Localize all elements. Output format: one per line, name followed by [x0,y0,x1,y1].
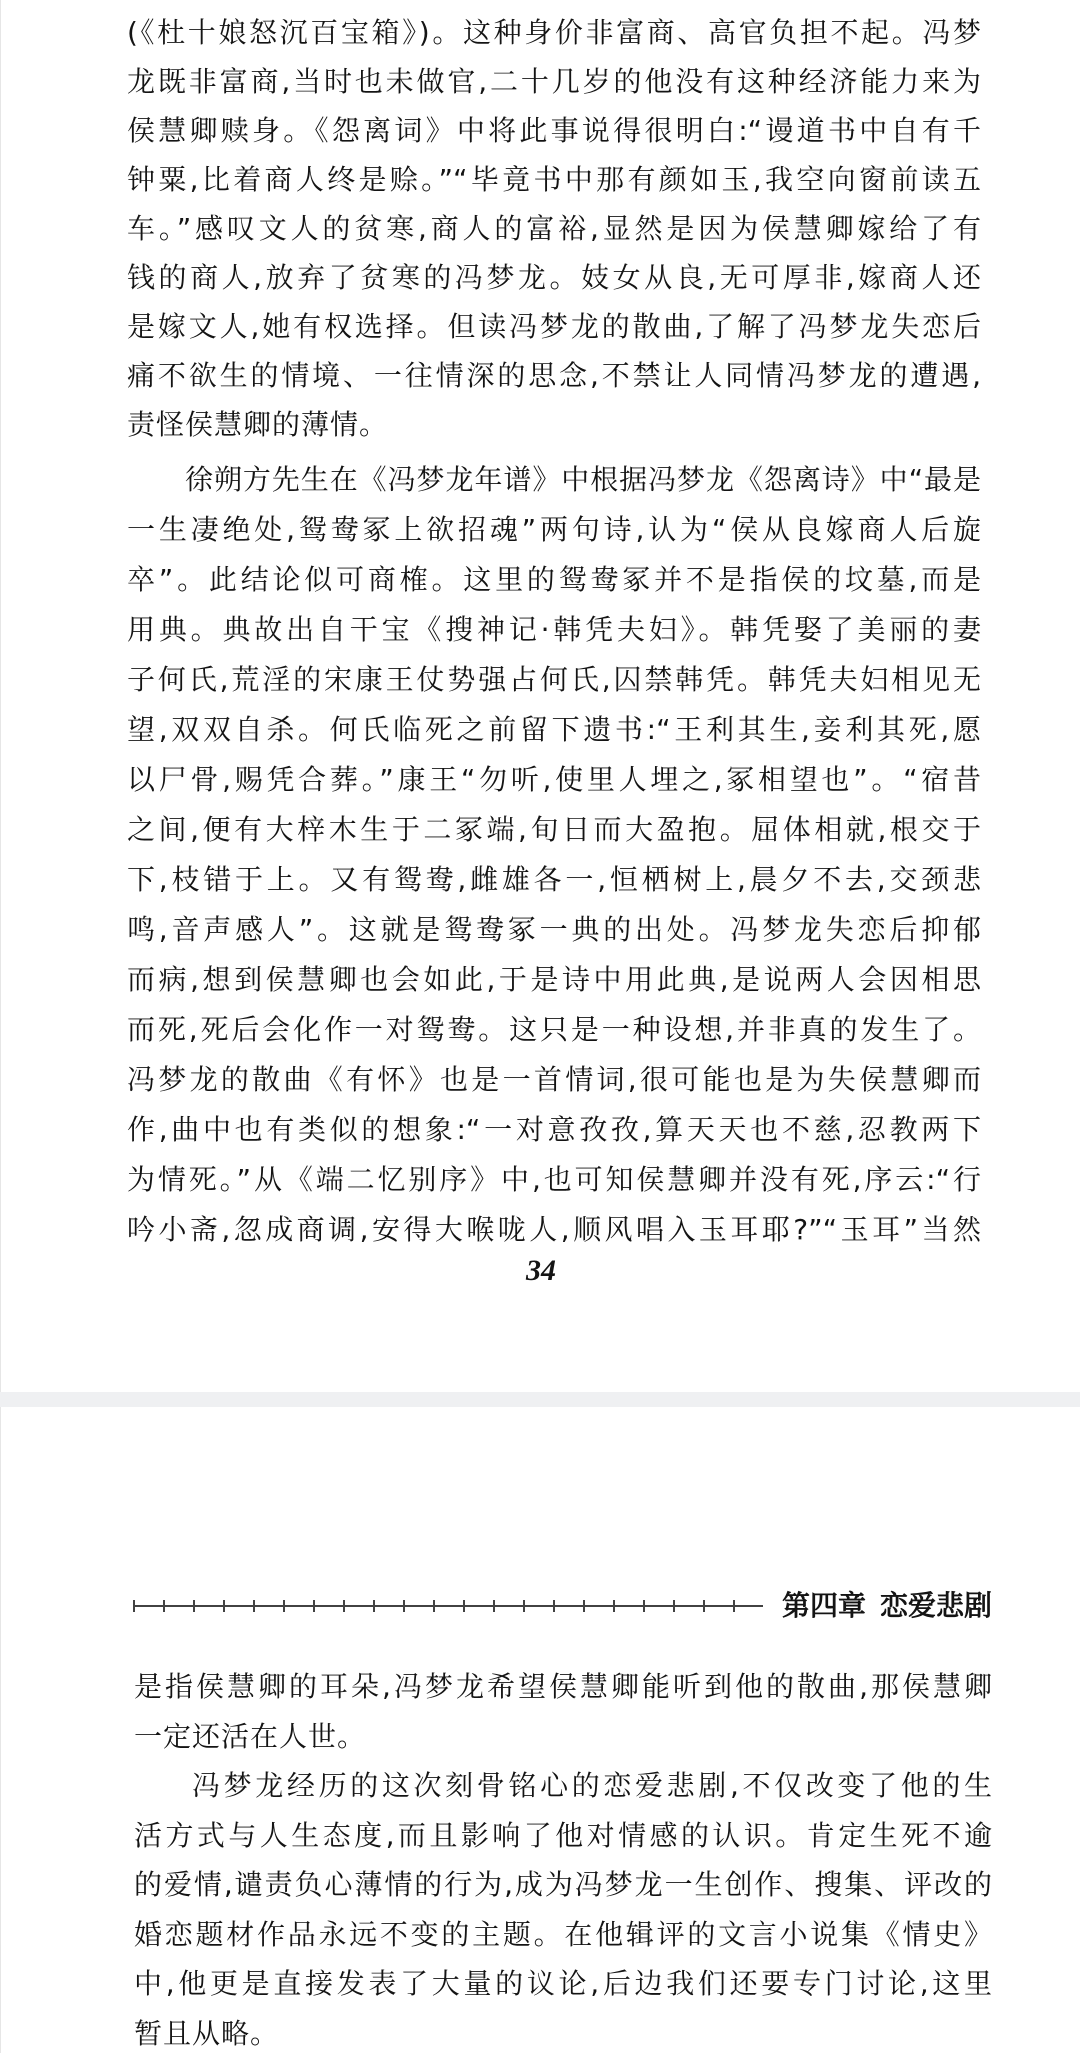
text-line: 中,他更是直接发表了大量的议论,后边我们还要专门讨论,这里 [134,1967,992,2000]
text-line: 龙既非富商,当时也未做官,二十几岁的他没有这种经济能力来为 [127,65,981,98]
text-line: 之间,便有大梓木生于二冢端,旬日而大盈抱。屈体相就,根交于 [127,813,981,846]
text-line: 而死,死后会化作一对鸳鸯。这只是一种设想,并非真的发生了。 [127,1013,981,1046]
text-line: 吟小斋,忽成商调,安得大喉咙人,顺风唱入玉耳耶?”“玉耳”当然 [127,1213,981,1246]
text-line: 用典。典故出自干宝《搜神记·韩凭夫妇》。韩凭娶了美丽的妻 [127,613,981,646]
chapter-title: 恋爱悲剧 [879,1589,992,1622]
text-line: 一定还活在人世。 [134,1719,367,1753]
text-line: 而病,想到侯慧卿也会如此,于是诗中用此典,是说两人会因相思 [127,963,981,996]
chapter-number: 第四章 [782,1589,867,1622]
text-line: 是指侯慧卿的耳朵,冯梦龙希望侯慧卿能听到他的散曲,那侯慧卿 [134,1670,992,1703]
text-line: 钟粟,比着商人终是赊。”“毕竟书中那有颜如玉,我空向窗前读五 [127,163,981,196]
text-line: 钱的商人,放弃了贫寒的冯梦龙。妓女从良,无可厚非,嫁商人还 [127,261,981,294]
text-line: (《杜十娘怒沉百宝箱》)。这种身价非富商、高官负担不起。冯梦 [127,16,981,49]
running-header [782,1584,992,1624]
text-line: 是嫁文人,她有权选择。但读冯梦龙的散曲,了解了冯梦龙失恋后 [127,310,981,343]
text-line: 车。”感叹文人的贫寒,商人的富裕,显然是因为侯慧卿嫁给了有 [127,212,981,245]
text-line: 暂且从略。 [134,2016,280,2050]
text-line: 下,枝错于上。又有鸳鸯,雌雄各一,恒栖树上,晨夕不去,交颈悲 [127,863,981,896]
text-line: 子何氏,荒淫的宋康王仗势强占何氏,囚禁韩凭。韩凭夫妇相见无 [127,663,981,696]
text-line: 痛不欲生的情境、一往情深的思念,不禁让人同情冯梦龙的遭遇, [127,359,981,392]
text-line: 以尸骨,赐凭合葬。”康王“勿听,使里人埋之,冢相望也”。“宿昔 [127,763,981,796]
text-line: 责怪侯慧卿的薄情。 [127,408,389,441]
text-line: 鸣,音声感人”。这就是鸳鸯冢一典的出处。冯梦龙失恋后抑郁 [127,913,981,946]
text-line: 活方式与人生态度,而且影响了他对情感的认识。肯定生死不逾 [134,1818,992,1852]
text-line: 冯梦龙的散曲《有怀》也是一首情词,很可能也是为失侯慧卿而 [127,1063,981,1096]
text-line: 冯梦龙经历的这次刻骨铭心的恋爱悲剧,不仅改变了他的生 [192,1769,992,1802]
text-line: 卒”。此结论似可商榷。这里的鸳鸯冢并不是指侯的坟墓,而是 [127,563,981,596]
page-separator [0,1392,1080,1407]
text-line: 婚恋题材作品永远不变的主题。在他辑评的文言小说集《情史》 [134,1917,992,1951]
text-line: 为情死。”从《端二忆别序》中,也可知侯慧卿并没有死,序云:“行 [127,1163,981,1196]
text-line: 一生凄绝处,鸳鸯冢上欲招魂”两句诗,认为“侯从良嫁商人后旋 [127,513,981,546]
text-line: 作,曲中也有类似的想象:“一对意孜孜,算天天也不慈,忍教两下 [127,1113,981,1146]
text-line: 侯慧卿赎身。《怨离词》中将此事说得很明白:“谩道书中自有千 [127,114,981,147]
text-line: 的爱情,谴责负心薄情的行为,成为冯梦龙一生创作、搜集、评改的 [134,1868,992,1901]
text-line: 望,双双自杀。何氏临死之前留下遗书:“王利其生,妾利其死,愿 [127,713,981,746]
page-number: 34 [526,1254,556,1287]
text-line: 徐朔方先生在《冯梦龙年谱》中根据冯梦龙《怨离诗》中“最是 [185,463,981,496]
running-header-rule [133,1600,763,1612]
